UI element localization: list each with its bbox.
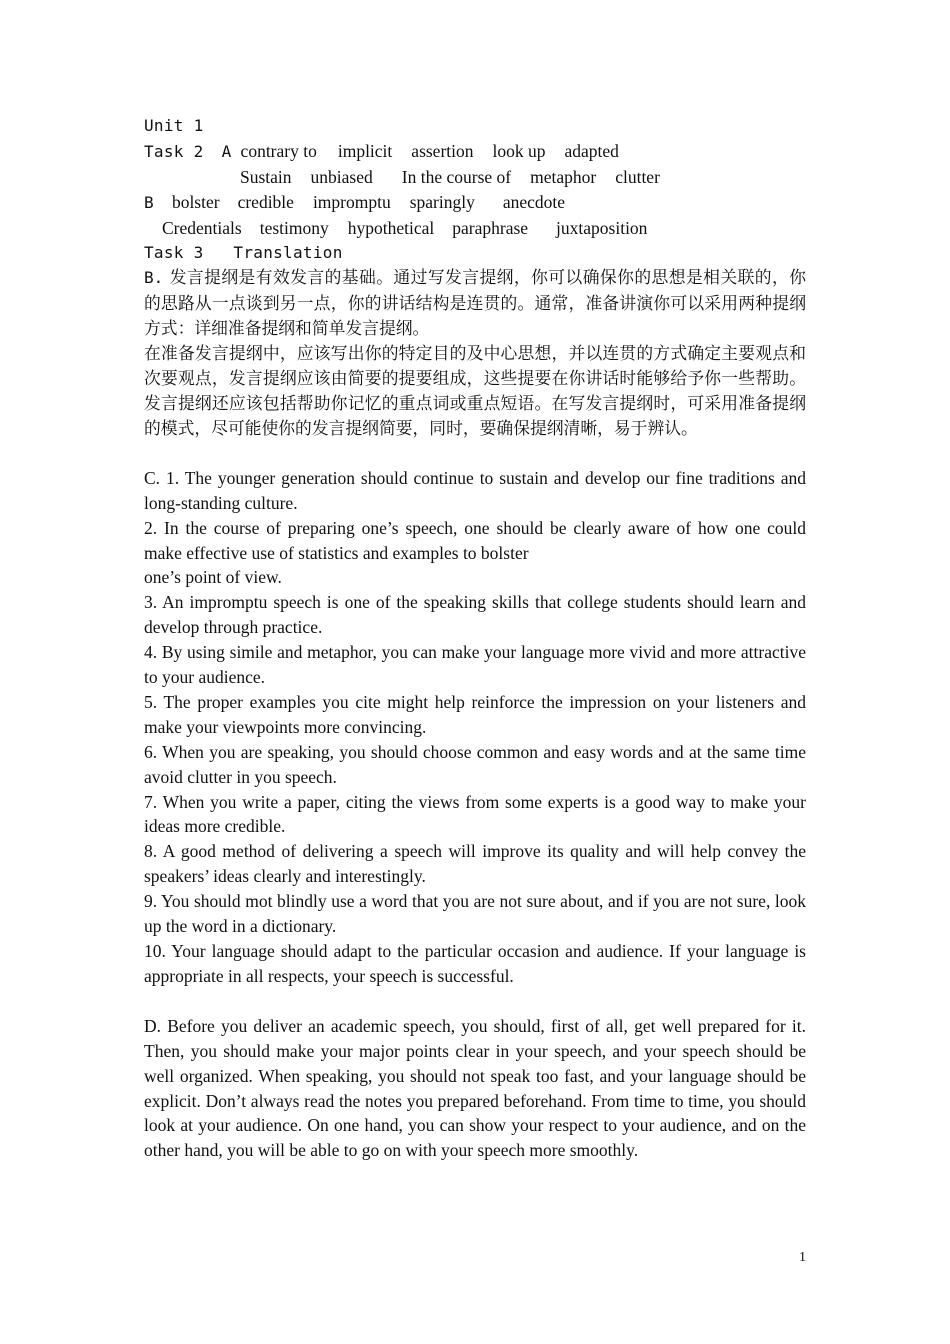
vocab-word: Sustain: [240, 166, 292, 187]
vocab-word: assertion: [411, 140, 474, 161]
document-body: [144, 114, 806, 1163]
translation-b-label: B.: [144, 268, 164, 288]
vocab-word: bolster: [171, 191, 220, 212]
translation-b-para2: 在准备发言提纲中，应该写出你的特定目的及中心思想，并以连贯的方式确定主要观点和次要观点，发言提纲应该由简要的提要组成，这些提要在你讲话时能够给予你一些帮助。发言提纲还应该包括帮助你记忆的重点词或重点短语。在写发言提纲时，可采用准备提纲的模式，尽可能使你的发言提纲简要，同时，要确保提纲清晰，易于辨认。: [144, 343, 806, 438]
translation-c-item-2-cont: one’s point of view.: [144, 567, 282, 588]
unit-heading: Unit 1: [144, 116, 204, 135]
vocab-word: implicit: [337, 140, 393, 161]
vocab-word: look up: [492, 140, 546, 161]
vocab-word: Credentials: [162, 217, 242, 238]
translation-c-item-2: 2. In the course of preparing one’s speech, one should be clearly aware of how one could make effective use of statistics and examples to bolster: [144, 517, 806, 563]
translation-c-item-10: 10. Your language should adapt to the particular occasion and audience. If your language is appropriate in all respects, your speech is successful.: [144, 941, 806, 986]
task2-label: Task 2: [144, 141, 204, 161]
vocab-word: anecdote: [502, 191, 566, 212]
translation-c-item-4: 4. By using simile and metaphor, you can make your language more vivid and more attractive to your audience.: [144, 642, 806, 688]
vocab-word: sparingly: [409, 191, 475, 212]
vocab-word: juxtaposition: [556, 217, 648, 238]
vocab-word: impromptu: [312, 191, 391, 212]
task2-a-row1: [144, 139, 806, 165]
paragraph-gap: [144, 989, 806, 1014]
page-number: 1: [799, 1250, 806, 1265]
task3-heading: Task 3 Translation: [144, 242, 343, 262]
task2-a-row2: [144, 165, 806, 190]
vocab-word: testimony: [259, 217, 329, 238]
paragraph-gap: [144, 441, 806, 466]
vocab-word: adapted: [564, 140, 619, 161]
task2-b-row1: [144, 190, 806, 216]
translation-c-item-3: 3. An impromptu speech is one of the speaking skills that college students should learn and develop through practice.: [144, 592, 806, 638]
task2-a-label: A: [221, 141, 232, 161]
vocab-word: In the course of: [401, 166, 512, 187]
translation-c-item-6: 6. When you are speaking, you should choose common and easy words and at the same time avoid clutter in you speech.: [144, 741, 806, 787]
translation-c-item-9: 9. You should mot blindly use a word that you are not sure about, and if you are not sure, look up the word in a dictionary.: [144, 891, 806, 937]
translation-c-item-5: 5. The proper examples you cite might help reinforce the impression on your listeners and make your viewpoints more convincing.: [144, 691, 806, 737]
translation-d-paragraph: D. Before you deliver an academic speech, you should, first of all, get well prepared for it. Then, you should make your major points clear in your speech, and your speech should be well organized. When speaking, you should not speak too fast, and your language should be explicit. Don’t always read the notes you prepared beforehand. From time to time, you should look at your audience. On one hand, you can show your respect to your audience, and on the other hand, you will be able to go on with your speech more smoothly.: [144, 1015, 806, 1161]
task2-b-label: B: [144, 192, 154, 212]
translation-b-text1: 发言提纲是有效发言的基础。通过写发言提纲，你可以确保你的思想是相关联的，你的思路从一点谈到另一点，你的讲话结构是连贯的。通常，准备讲演你可以采用两种提纲方式：详细准备提纲和简单发言提纲。: [144, 267, 806, 339]
vocab-word: paraphrase: [452, 217, 529, 238]
vocab-word: metaphor: [530, 166, 597, 187]
translation-b-para1: [144, 265, 806, 341]
vocab-word: unbiased: [310, 166, 373, 187]
translation-c-item-1: C. 1. The younger generation should continue to sustain and develop our fine traditions and long-standing culture.: [144, 467, 806, 513]
translation-c-item-8: 8. A good method of delivering a speech will improve its quality and will help convey the speakers’ ideas clearly and interestingly.: [144, 841, 806, 887]
vocab-word: clutter: [615, 166, 660, 187]
task2-b-row2: [144, 216, 806, 241]
vocab-word: hypothetical: [347, 217, 435, 238]
translation-c-item-7: 7. When you write a paper, citing the views from some experts is a good way to make your ideas more credible.: [144, 791, 806, 837]
vocab-word: credible: [237, 191, 294, 212]
vocab-word: contrary to: [240, 140, 317, 161]
